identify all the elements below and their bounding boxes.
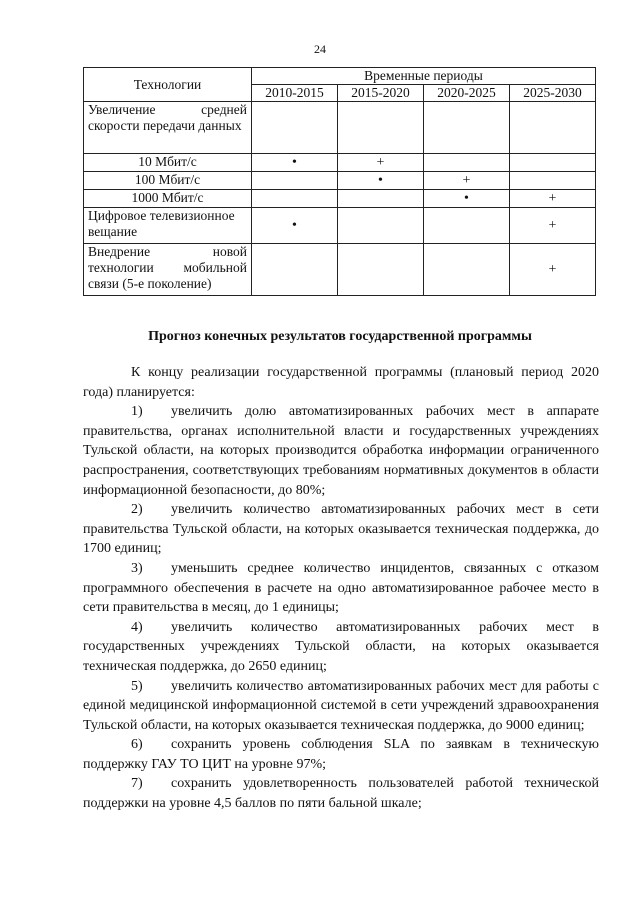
period-header: 2020-2025 bbox=[424, 85, 510, 102]
item-number: 6) bbox=[131, 737, 143, 753]
item-number: 4) bbox=[131, 619, 143, 635]
cell-mark: + bbox=[510, 190, 596, 208]
item-text: увеличить количество автоматизированных рабочих мест в сети правительства Тульской области, на которых оказывается техническая поддержка, до 1700 единиц; bbox=[83, 502, 599, 557]
table-row bbox=[84, 154, 596, 172]
cell-mark bbox=[252, 244, 338, 296]
cell-mark bbox=[424, 102, 510, 154]
section-heading: Прогноз конечных результатов государственной программы bbox=[148, 329, 532, 344]
cell-mark bbox=[338, 102, 424, 154]
table-row bbox=[84, 102, 596, 154]
row-label: 10 Мбит/с bbox=[84, 154, 252, 172]
cell-mark bbox=[424, 154, 510, 172]
item-number: 3) bbox=[131, 560, 143, 576]
cell-mark bbox=[338, 208, 424, 244]
cell-mark: + bbox=[510, 244, 596, 296]
list-item bbox=[83, 774, 599, 813]
cell-mark bbox=[424, 208, 510, 244]
cell-mark bbox=[252, 190, 338, 208]
cell-mark bbox=[338, 190, 424, 208]
cell-mark: • bbox=[252, 154, 338, 172]
item-number: 7) bbox=[131, 776, 143, 792]
header-technology: Технологии bbox=[84, 68, 252, 102]
list-item bbox=[83, 500, 599, 559]
list-item bbox=[83, 735, 599, 774]
header-periods: Временные периоды bbox=[252, 68, 596, 85]
cell-mark: + bbox=[510, 208, 596, 244]
list-item bbox=[83, 677, 599, 736]
technology-timeline-table bbox=[83, 67, 596, 296]
row-label: 100 Мбит/с bbox=[84, 172, 252, 190]
item-number: 2) bbox=[131, 502, 143, 518]
item-text: сохранить удовлетворенность пользователей работой технической поддержки на уровне 4,5 баллов по пяти бальной шкале; bbox=[83, 776, 599, 812]
period-header: 2010-2015 bbox=[252, 85, 338, 102]
period-header: 2015-2020 bbox=[338, 85, 424, 102]
cell-mark bbox=[424, 244, 510, 296]
cell-mark: + bbox=[424, 172, 510, 190]
list-item bbox=[83, 559, 599, 618]
table-row bbox=[84, 172, 596, 190]
intro-paragraph: К концу реализации государственной программы (плановый период 2020 года) планируется: bbox=[83, 365, 599, 400]
cell-mark bbox=[510, 102, 596, 154]
row-label: 1000 Мбит/с bbox=[84, 190, 252, 208]
table-row bbox=[84, 190, 596, 208]
item-text: увеличить количество автоматизированных рабочих мест в государственных учреждениях Тульской области, на которых оказывается техническая поддержка, до 2650 единиц; bbox=[83, 619, 599, 674]
row-label: Увеличение средней скорости передачи данных bbox=[84, 102, 252, 154]
table-row bbox=[84, 244, 596, 296]
cell-mark: + bbox=[338, 154, 424, 172]
cell-mark bbox=[510, 172, 596, 190]
cell-mark: • bbox=[252, 208, 338, 244]
cell-mark bbox=[338, 244, 424, 296]
row-label: Цифровое телевизионное вещание bbox=[84, 208, 252, 244]
body-text bbox=[83, 363, 599, 814]
cell-mark: • bbox=[424, 190, 510, 208]
list-item bbox=[83, 618, 599, 677]
item-number: 1) bbox=[131, 404, 143, 420]
cell-mark bbox=[510, 154, 596, 172]
item-text: увеличить количество автоматизированных рабочих мест для работы с единой медицинской информационной системой в сети учреждений здравоохранения Тульской области, на которых оказывается техническая поддержка, до 9000 единиц; bbox=[83, 678, 599, 733]
cell-mark: • bbox=[338, 172, 424, 190]
item-number: 5) bbox=[131, 678, 143, 694]
row-label: Внедрение новой технологии мобильной связи (5-е поколение) bbox=[84, 244, 252, 296]
list-item bbox=[83, 402, 599, 500]
page-number: 24 bbox=[314, 42, 326, 56]
item-text: уменьшить среднее количество инцидентов, связанных с отказом программного обеспечения в расчете на одно автоматизированное рабочее место в сети правительства в месяц, до 1 единицы; bbox=[83, 560, 599, 616]
item-text: сохранить уровень соблюдения SLA по заявкам в техническую поддержку ГАУ ТО ЦИТ на уровне 97%; bbox=[83, 737, 599, 772]
table-row bbox=[84, 208, 596, 244]
item-text: увеличить долю автоматизированных рабочих мест в аппарате правительства, органах исполнительной власти и государственных учреждениях Тульской области, на которых производится обработка информации ограниченного распространения, соответствующих требованиям нормативных документов в области информационной безопасности, до 80%; bbox=[83, 404, 599, 498]
cell-mark bbox=[252, 102, 338, 154]
cell-mark bbox=[252, 172, 338, 190]
period-header: 2025-2030 bbox=[510, 85, 596, 102]
